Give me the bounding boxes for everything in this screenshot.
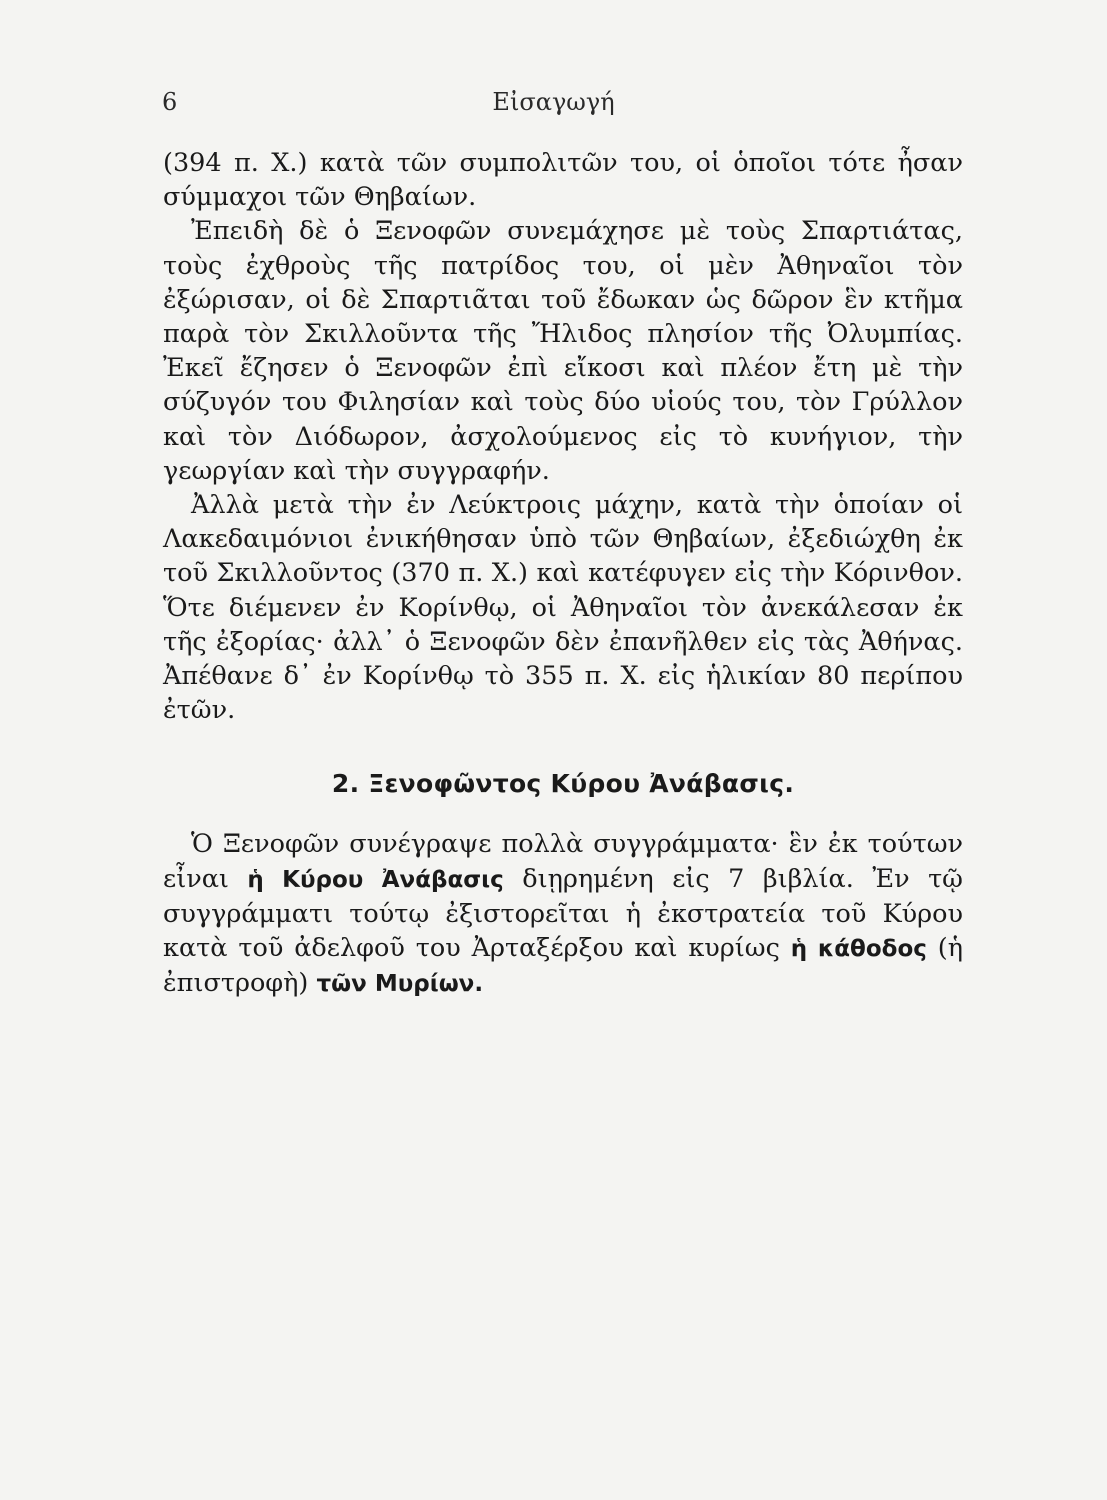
section-heading: 2. Ξενοφῶντος Κύρου Ἀνάβασις.: [331, 769, 795, 799]
paragraph-leuctra: Ἀλλὰ μετὰ τὴν ἐν Λεύκτροις μάχην, κατὰ τὴν ὁποίαν οἱ Λακεδαιμόνιοι ἐνικήθησαν ὑπὸ τῶν Θηβαίων, ἐξεδιώχθη ἐκ τοῦ Σκιλλοῦντος (370 π. Χ.) καὶ κατέφυγεν εἰς τὴν Κόρινθον. Ὅτε διέμενεν ἐν Κορίνθῳ, οἱ Ἀθηναῖοι τὸν ἀνεκάλεσαν ἐκ τῆς ἐξορίας· ἀλλ᾽ ὁ Ξενοφῶν δὲν ἐπανῆλθεν εἰς τὰς Ἀθήνας. Ἀπέθανε δ᾽ ἐν Κορίνθῳ τὸ 355 π. Χ. εἰς ἡλικίαν 80 περίπου ἐτῶν.: [163, 490, 963, 726]
bold-title-anabasis: ἡ Κύρου Ἀνάβασις: [247, 866, 504, 893]
page-number: 6: [162, 88, 178, 116]
body-text: [163, 146, 963, 1001]
text-run: διῃρημένη εἰς 7 βιβλία. Ἐν τῷ συγγράμματι τούτῳ ἐξιστορεῖται ἡ ἐκστρατεία τοῦ Κύρου κατὰ τοῦ ἀδελφοῦ του Ἀρταξέρξου καὶ κυρίως: [163, 863, 963, 964]
bold-myrioi: τῶν Μυρίων.: [316, 971, 484, 998]
text-run: Ὁ Ξενοφῶν συνέγραψε πολλὰ συγγράμματα· ἓν ἐκ τούτων εἶναι: [163, 829, 963, 894]
running-title: Εἰσαγωγή: [492, 88, 615, 116]
text-run: (ἡ ἐπιστροφὴ): [163, 933, 963, 999]
paragraph-continued: (394 π. Χ.) κατὰ τῶν συμπολιτῶν του, οἱ ὁποῖοι τότε ἦσαν σύμμαχοι τῶν Θηβαίων.: [163, 148, 963, 213]
paragraph-exile: Ἐπειδὴ δὲ ὁ Ξενοφῶν συνεμάχησε μὲ τοὺς Σπαρτιάτας, τοὺς ἐχθροὺς τῆς πατρίδος του, οἱ μὲν Ἀθηναῖοι τὸν ἐξώρισαν, οἱ δὲ Σπαρτιᾶται τοῦ ἔδωκαν ὡς δῶρον ἓν κτῆμα παρὰ τὸν Σκιλλοῦντα τῆς Ἤλιδος πλησίον τῆς Ὀλυμπίας. Ἐκεῖ ἔζησεν ὁ Ξενοφῶν ἐπὶ εἴκοσι καὶ πλέον ἔτη μὲ τὴν σύζυγόν του Φιλησίαν καὶ τοὺς δύο υἱούς του, τὸν Γρύλλον καὶ τὸν Διόδωρον, ἀσχολούμενος εἰς τὸ κυνήγιον, τὴν γεωργίαν καὶ τὴν συγγραφήν.: [163, 216, 963, 486]
bold-kathodos: ἡ κάθοδος: [790, 936, 927, 963]
paragraph-anabasis: [163, 827, 963, 1001]
